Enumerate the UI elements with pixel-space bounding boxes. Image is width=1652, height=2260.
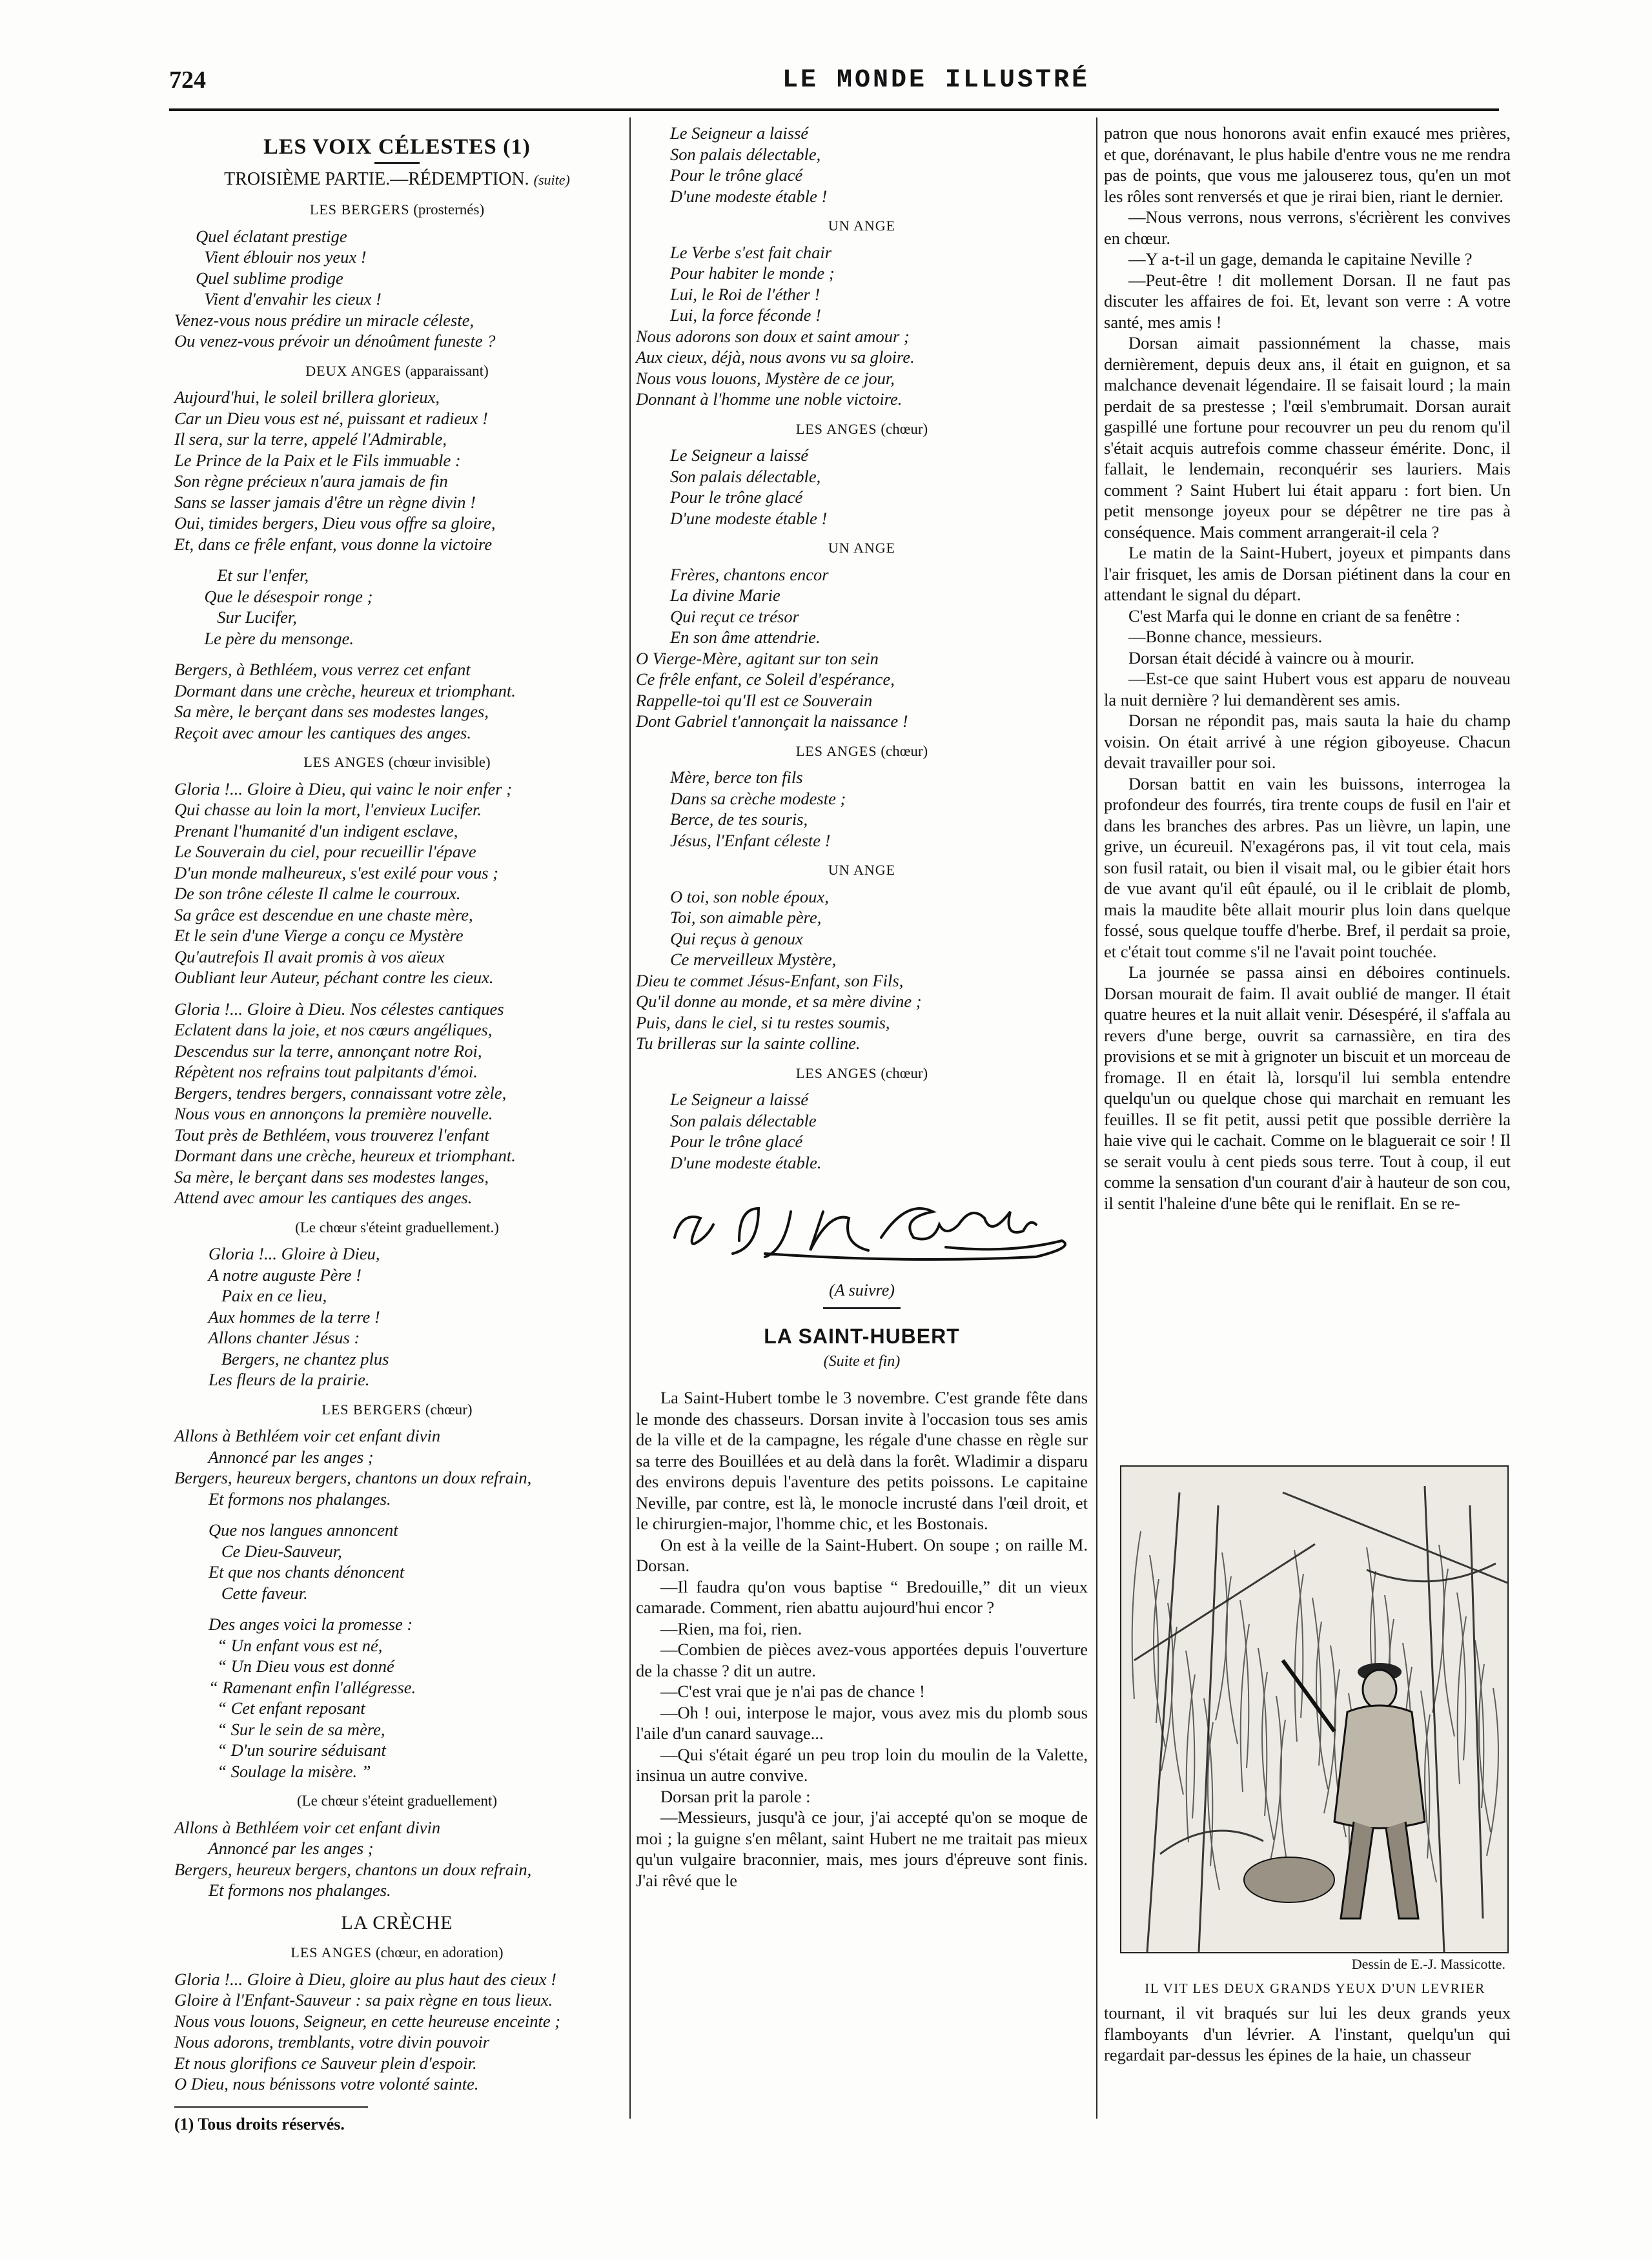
verse-line: Pour le trône glacé [636,165,803,185]
verse-line: Son palais délectable, [636,144,821,164]
creche-title: LA CRÈCHE [341,1911,453,1933]
story-paragraph: On est à la veille de la Saint-Hubert. On soupe ; on raille M. Dorsan. [636,1534,1088,1575]
verse-line [174,1509,620,1520]
column-divider [629,117,631,2119]
verse-line: Bergers, ne chantez plus [174,1349,389,1369]
speaker-line [636,860,1088,881]
verse-line: Bergers, heureux bergers, chantons un doux refrain, [174,1468,532,1487]
story-paragraph: —Rien, ma foi, rien. [660,1618,802,1638]
verse-line: Sa mère, le berçant dans ses modestes langes, [174,1166,489,1186]
verse-line: Nous vous en annonçons la première nouvelle. [174,1104,493,1123]
speaker-role: LES BERGERS [309,201,410,218]
poem-title: LES VOIX CÉLESTES (1) [263,135,531,159]
verse-line: Qu'autrefois Il avait promis à vos aïeux [174,946,445,966]
column-1 [174,123,620,2135]
story-paragraph: Dorsan était décidé à vaincre ou à mourir. [1128,647,1414,667]
verse-line [174,1603,620,1614]
masthead-title: LE MONDE ILLUSTRÉ [782,66,1090,95]
verse-line: Bergers, tendres bergers, connaissant votre zèle, [174,1083,507,1103]
verse-line: Que nos langues annoncent [174,1520,398,1540]
verse-line: Prenant l'humanité d'un indigent esclave, [174,820,458,840]
verse-line: Nous vous louons, Mystère de ce jour, [636,368,895,388]
column-divider [1096,117,1097,2119]
verse-line: Aux hommes de la terre ! [174,1307,380,1327]
verse-line: D'une modeste étable ! [636,508,828,528]
verse-line: Berce, de tes souris, [636,809,808,829]
story-paragraph: —Nous verrons, nous verrons, s'écrièrent les convives en chœur. [1104,207,1511,248]
verse-line: En son âme attendrie. [636,627,821,647]
stage-direction: (chœur) [881,420,928,437]
story-paragraph: —C'est vrai que je n'ai pas de chance ! [660,1682,925,1701]
story-subtitle: (Suite et fin) [823,1352,901,1370]
verse-line: Il sera, sur la terre, appelé l'Admirable, [174,429,447,449]
verse-line: Sa grâce est descendue en une chaste mère, [174,904,473,924]
verse-line: Le père du mensonge. [174,628,354,648]
verse-line: “ Un enfant vous est né, [174,1635,383,1655]
story-paragraph: Le matin de la Saint-Hubert, joyeux et pimpants dans l'air frisquet, les amis de Dorsan piétinent dans la cour en attendant le signal du départ. [1104,543,1511,604]
speaker-role: LES ANGES [795,420,877,437]
verse-line: Cette faveur. [174,1583,308,1603]
verse-line: A notre auguste Père ! [174,1265,362,1285]
hunter-engraving [1121,1467,1507,1952]
verse-line: Annoncé par les anges ; [174,1447,374,1467]
stage-direction: (Le chœur s'éteint graduellement.) [295,1219,499,1236]
verse-line: Aux cieux, déjà, nous avons vu sa gloire. [636,347,915,367]
a-suivre: (A suivre) [829,1280,895,1299]
verse-line: Son palais délectable [636,1110,817,1130]
story-paragraph: —Y a-t-il un gage, demanda le capitaine Neville ? [1128,249,1473,269]
verse-line: Sans se lasser jamais d'être un règne divin ! [174,492,476,512]
illustration-credit: Dessin de E.-J. Massicotte. [1351,1956,1505,1972]
story-paragraph: Dorsan aimait passionnément la chasse, mais dernièrement, depuis deux ans, il était en guignon, et sa malchance devenait légendaire. Il se faisait lourd ; la main perdait de sa prestesse ; l'œil s'embrumait. Dorsan aurait gaspillé une fortune pour recouvrer un peu du renom qu'il s'était acquis autrefois comme chasseur émérite. Donc, il fallait, le lendemain, reconquérir ses lauriers. Mais comment ? Saint Hubert lui était apparu : fort bien. Un petit mensonge joyeux pour se dépêtrer ne tire pas à conséquence. Mais comment arrangerait-il cela ? [1104,333,1511,542]
part-label: TROISIÈME PARTIE.—RÉDEMPTION. [224,168,529,189]
verse-line: Quel éclatant prestige [174,226,347,246]
speaker-line [636,1063,1088,1084]
verse-line: O toi, son noble époux, [636,886,829,906]
verse-line: Le Verbe s'est fait chair [636,242,832,262]
speaker-role: LES ANGES [291,1944,372,1960]
verse-line: Allons à Bethléem voir cet enfant divin [174,1817,441,1837]
verse-line: D'un monde malheureux, s'est exilé pour vous ; [174,862,498,882]
verse-line: Pour habiter le monde ; [636,263,835,283]
verse-line: Nous vous louons, Seigneur, en cette heureuse enceinte ; [174,2011,561,2031]
verse-line: Allons chanter Jésus : [174,1328,360,1347]
speaker-role: UN ANGE [828,218,896,234]
story-paragraph: —Bonne chance, messieurs. [1128,627,1323,646]
verse-line: Le Souverain du ciel, pour recueillir l'épave [174,842,476,861]
verse-line: Allons à Bethléem voir cet enfant divin [174,1426,441,1445]
stage-direction: (apparaissant) [405,362,489,379]
verse-line: “ Ramenant enfin l'allégresse. [174,1677,416,1697]
story-text [636,1387,1088,1891]
speaker-role: LES ANGES [795,1064,877,1081]
verse-line: Ou venez-vous prévoir un dénoûment funeste ? [174,331,496,351]
verse-line: Eclatent dans la joie, et nos cœurs angéliques, [174,1020,493,1039]
verse-line: Pour le trône glacé [636,487,803,507]
verse-line: Les fleurs de la prairie. [174,1370,370,1389]
verse-line: Gloire à l'Enfant-Sauveur : sa paix règne en tous lieux. [174,1990,553,2010]
verse-line: Des anges voici la promesse : [174,1614,413,1634]
verse-line: Mère, berce ton fils [636,768,803,787]
story-paragraph: —Messieurs, jusqu'à ce jour, j'ai accepté qu'on se moque de moi ; la guigne s'en mêlant, saint Hubert ne me traitait pas mieux qu'un vulgaire braconnier, mais, mes jours d'épreuve sont finis. J'ai rêvé que le [636,1807,1088,1890]
verse-line: La divine Marie [636,585,780,605]
verse-line: Toi, son aimable père, [636,908,822,927]
verse-line: “ Sur le sein de sa mère, [174,1719,385,1739]
verse-line: Le Seigneur a laissé [636,1090,809,1109]
speaker-line [636,741,1088,762]
verse-line: Qui reçut ce trésor [636,606,799,626]
speaker-line [636,216,1088,237]
verse-line: D'une modeste étable ! [636,186,828,206]
story-paragraph: —Oh ! oui, interpose le major, vous avez mis du plomb sous l'aile d'un canard sauvage... [636,1702,1088,1743]
verse-line: Et que nos chants dénoncent [174,1562,405,1582]
verse-line: Et nous glorifions ce Sauveur plein d'espoir. [174,2053,477,2073]
speaker-line [174,1400,620,1421]
verse-line: Gloria !... Gloire à Dieu. Nos célestes cantiques [174,999,504,1019]
verse-line: Tout près de Bethléem, vous trouverez l'enfant [174,1125,489,1145]
verse-line: O Vierge-Mère, agitant sur ton sein [636,648,879,668]
verse-line: Et le sein d'une Vierge a conçu ce Mystère [174,926,464,945]
verse-line: Gloria !... Gloire à Dieu, gloire au plus haut des cieux ! [174,1969,556,1989]
speaker-role: DEUX ANGES [305,362,402,379]
verse-line: Rappelle-toi qu'Il est ce Souverain [636,690,873,710]
verse-line: Nous adorons son doux et saint amour ; [636,326,910,346]
signature [636,1192,1088,1275]
verse-line: Oui, timides bergers, Dieu vous offre sa gloire, [174,513,496,533]
verse-line: Aujourd'hui, le soleil brillera glorieux, [174,387,440,407]
poem-blocks [174,199,620,1901]
verse-line: D'une modeste étable. [636,1152,822,1172]
verse-line [174,555,620,565]
verse-line: Et formons nos phalanges. [174,1489,391,1509]
stage-direction: (chœur invisible) [388,754,491,770]
verse-line: Annoncé par les anges ; [174,1838,374,1858]
verse-line: O Dieu, nous bénissons votre volonté sainte. [174,2074,479,2093]
verse-line: Qu'il donne au monde, et sa mère divine ; [636,992,922,1011]
title-rule [374,162,420,164]
verse-line: Donnant à l'homme une noble victoire. [636,389,902,409]
story-paragraph: Dorsan battit en vain les buissons, interrogea la profondeur des fourrés, tira trente coups de fusil en l'air et dans les branches des arbres. Pas un lièvre, un lapin, une grive, un écureuil. N'exagérons pas, il vit tout cela, mais son fusil ratait, ou bien il visait mal, ou le gibier était hors de vue avant qu'il eût épaulé, ou il le criblait de plomb, mais la maudite bête allait mourir plus loin dans quelque fossé, sous quelque touffe d'herbe. Bref, il perdait sa proie, et c'était tout comme s'il ne l'avait point touchée. [1104,773,1511,961]
verse-line: Le Prince de la Paix et le Fils immuable : [174,450,461,470]
verse-line: Car un Dieu vous est né, puissant et radieux ! [174,408,488,428]
stage-direction: (chœur, en adoration) [375,1944,504,1960]
speaker-role: UN ANGE [828,540,896,556]
story-paragraph: patron que nous honorons avait enfin exaucé mes prières, et que, dorénavant, le plus habile d'entre vous ne me rendra pas de points, que vous me jalouserez tous, qu'en un mot les rôles sont renversés et que je rirai bien, riant le dernier. [1104,123,1511,206]
verse-line: Et formons nos phalanges. [174,1880,391,1900]
column-2 [636,123,1088,1891]
verse-line: Pour le trône glacé [636,1132,803,1151]
speaker-line [636,538,1088,559]
signature-graphic [636,1192,1088,1270]
story-paragraph: —Est-ce que saint Hubert vous est apparu de nouveau la nuit dernière ? lui demandèrent ses amis. [1104,669,1511,709]
speaker-line [636,419,1088,440]
story-text-continued [1104,123,1511,1214]
verse-line: Que le désespoir ronge ; [174,586,373,606]
verse-line: Vient d'envahir les cieux ! [174,289,382,309]
section-rule [823,1307,901,1309]
speaker-role: UN ANGE [828,862,896,878]
story-title: LA SAINT-HUBERT [764,1325,960,1348]
speaker-line [174,1217,620,1239]
speaker-role: LES BERGERS [321,1401,422,1418]
verse-line: Bergers, à Bethléem, vous verrez cet enfant [174,660,471,679]
verse-line: Quel sublime prodige [174,268,343,288]
verse-line: Répètent nos refrains tout palpitants d'émoi. [174,1062,478,1081]
page-number: 724 [169,66,206,94]
verse-line [174,649,620,659]
stage-direction: (chœur) [425,1401,473,1418]
verse-line: Puis, dans le ciel, si tu restes soumis, [636,1012,890,1032]
verse-line: Venez-vous nous prédire un miracle céleste, [174,310,474,330]
verse-line: “ Un Dieu vous est donné [174,1656,394,1676]
verse-line: Dans sa crèche modeste ; [636,788,846,808]
verse-line: Lui, la force féconde ! [636,305,821,325]
verse-line: Sur Lucifer, [174,607,297,627]
verse-line: Frères, chantons encor [636,564,829,584]
verse-line: Jésus, l'Enfant céleste ! [636,830,831,850]
speaker-line [174,752,620,773]
verse-line: “ Soulage la misère. ” [174,1761,371,1781]
verse-line: Vient éblouir nos yeux ! [174,247,367,267]
verse-line: Qui reçus à genoux [636,928,803,948]
verse-line: Gloria !... Gloire à Dieu, qui vainc le noir enfer ; [174,779,513,799]
verse-line: Paix en ce lieu, [174,1286,327,1305]
story-paragraph: Dorsan prit la parole : [660,1786,811,1806]
stage-direction: (chœur) [881,742,928,759]
story-paragraph: —Combien de pièces avez-vous apportées depuis l'ouverture de la chasse ? dit un autre. [636,1640,1088,1680]
verse-line: Dormant dans une crèche, heureux et triomphant. [174,1146,516,1165]
stage-direction: (prosternés) [413,201,485,218]
verse-line: De son trône céleste Il calme le courroux. [174,884,461,903]
verse-line: Dont Gabriel t'annonçait la naissance ! [636,711,908,731]
header-rule [169,108,1499,111]
speaker-line [174,1942,620,1964]
illustration-caption: IL VIT LES DEUX GRANDS YEUX D'UN LEVRIER [1145,1980,1485,1996]
verse-line: Ce Dieu-Sauveur, [174,1541,342,1561]
illustration-hunter [1120,1465,1509,1953]
stage-direction: (Le chœur s'éteint graduellement) [296,1793,498,1809]
verse-line: Oubliant leur Auteur, péchant contre les cieux. [174,968,494,987]
verse-line: Son palais délectable, [636,466,821,486]
verse-line: Le Seigneur a laissé [636,123,809,143]
speaker-line [174,199,620,221]
story-paragraph: —Qui s'était égaré un peu trop loin du moulin de la Valette, insinua un autre convive. [636,1744,1088,1785]
story-paragraph: tournant, il vit braqués sur lui les deux grands yeux flamboyants d'un lévrier. A l'instant, quelqu'un qui regardait par-dessus les épines de la haie, un chasseur [1104,2003,1511,2064]
verse-line: Le Seigneur a laissé [636,445,809,465]
creche-block [174,1942,620,2095]
verse-line: Nous adorons, tremblants, votre divin pouvoir [174,2032,490,2051]
poem-part [174,169,620,191]
verse-line [174,988,620,999]
story-paragraph: —Il faudra qu'on vous baptise “ Bredouille,” dit un vieux camarade. Comment, rien abattu aujourd'hui encor ? [636,1576,1088,1617]
footnote: (1) Tous droits réservés. [174,2106,368,2135]
verse-line: Ce frêle enfant, ce Soleil d'espérance, [636,669,895,689]
verse-line: Attend avec amour les cantiques des anges. [174,1188,473,1207]
verse-line: Et, dans ce frêle enfant, vous donne la victoire [174,534,493,554]
stage-direction: (chœur) [881,1064,928,1081]
part-suite: (suite) [533,171,570,188]
speaker-line [174,1791,620,1812]
story-paragraph: Dorsan ne répondit pas, mais sauta la haie du champ voisin. On était arrivé à une région giboyeuse. Chacun devait travailler pour soi. [1104,711,1511,772]
verse-line: Qui chasse au loin la mort, l'envieux Lucifer. [174,800,482,819]
speaker-role: LES ANGES [303,754,385,770]
story-paragraph: La journée se passa ainsi en déboires continuels. Dorsan mourait de faim. Il avait oublié de manger. Il était quatre heures et la nuit allait venir. Désespéré, il s'affala au revers d'une berge, ouvrit sa carnassière, en tira des provisions et se mit à grignoter un biscuit et un morceau de fromage. Il en était là, lorsqu'il lui sembla entendre quelqu'un ou quelque chose qui marchait en remuant les feuilles. Il se fit petit, aussi petit que possible derrière la haie vive qui le cachait. Comme on le blaguerait ce soir ! Il se serait voulu à cent pieds sous terre. Tout à coup, il eut comme la sensation d'un courant d'air à hauteur de son cou, il sentit l'haleine d'une bête qui le reniflait. En se re- [1104,962,1511,1213]
verse-line: Bergers, heureux bergers, chantons un doux refrain, [174,1859,532,1879]
verse-line: Son règne précieux n'aura jamais de fin [174,471,448,491]
verse-line: “ Cet enfant reposant [174,1698,365,1718]
speaker-role: LES ANGES [795,742,877,759]
story-paragraph: —Peut-être ! dit mollement Dorsan. Il ne faut pas discuter les affaires de foi. Et, levant son verre : A votre santé, mes amis ! [1104,270,1511,332]
story-paragraph: C'est Marfa qui le donne en criant de sa fenêtre : [1128,606,1460,626]
story-text-after-illustration [1104,2002,1511,2066]
verse-line: Descendus sur la terre, annonçant notre Roi, [174,1041,482,1061]
story-paragraph: La Saint-Hubert tombe le 3 novembre. C'est grande fête dans le monde des chasseurs. Dorsan invite à l'occasion tous ses amis de la ville et de la campagne, les régale d'une chasse en règle sur sa terre des Bouillées et au delà dans la forêt. Wladimir a disparu des environs depuis l'aventure des petits poissons. Le capitaine Neville, par contre, est là, le monocle incrusté dans l'œil droit, et le chirurgien-major, l'homme chic, et les Bostonais. [636,1388,1088,1533]
verse-line: Gloria !... Gloire à Dieu, [174,1244,380,1263]
verse-line: Ce merveilleux Mystère, [636,950,837,969]
column-3 [1104,123,1511,1214]
verse-line: Tu brilleras sur la sainte colline. [636,1033,861,1053]
verse-line: “ D'un sourire séduisant [174,1740,386,1760]
verse-line: Sa mère, le berçant dans ses modestes langes, [174,702,489,721]
verse-line: Dieu te commet Jésus-Enfant, son Fils, [636,970,904,990]
verse-line: Et sur l'enfer, [174,565,309,585]
verse-line: Dormant dans une crèche, heureux et triomphant. [174,680,516,700]
speaker-line [174,361,620,382]
verse-line: Lui, le Roi de l'éther ! [636,284,821,304]
verse-line: Reçoit avec amour les cantiques des anges. [174,722,471,742]
poem-continuation [636,123,1088,1173]
